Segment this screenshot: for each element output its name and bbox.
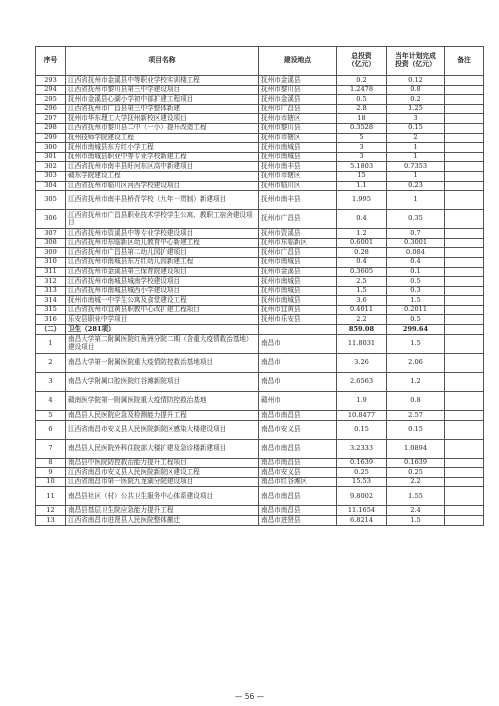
header-name: 项目名称 bbox=[66, 47, 259, 76]
cell-planned: 3 bbox=[387, 114, 445, 124]
cell-total: 2.5 bbox=[337, 277, 387, 287]
cell-planned: 0.12 bbox=[387, 76, 445, 86]
project-table-sheet bbox=[35, 46, 483, 526]
cell-total: 3 bbox=[337, 143, 387, 153]
cell-planned: 0.23 bbox=[387, 181, 445, 191]
cell-name: 赣南医学院第一附属医院重大疫情防控救治基地 bbox=[66, 392, 259, 411]
cell-note bbox=[445, 487, 484, 506]
cell-no: 310 bbox=[36, 257, 66, 267]
cell-location: 抚州市黎川县 bbox=[259, 123, 337, 133]
cell-total: 0.3605 bbox=[337, 267, 387, 277]
table-row bbox=[36, 458, 484, 468]
cell-planned: 0.7 bbox=[387, 229, 445, 239]
cell-no: 313 bbox=[36, 286, 66, 296]
cell-name: 江西省南昌市第一医院九龙湖分院建设项目 bbox=[66, 477, 259, 487]
cell-name: 南昌大学第一附属医院重大疫情防控救治基地项目 bbox=[66, 354, 259, 373]
cell-note bbox=[445, 286, 484, 296]
cell-note bbox=[445, 354, 484, 373]
cell-planned: 0.3 bbox=[387, 286, 445, 296]
table-row bbox=[36, 152, 484, 162]
cell-name: 江西省抚州市黎川县二中（一小）提升改造工程 bbox=[66, 123, 259, 133]
cell-location: 抚州市金溪县 bbox=[259, 267, 337, 277]
cell-planned: 0.084 bbox=[387, 248, 445, 258]
cell-planned: 0.4 bbox=[387, 257, 445, 267]
cell-location: 南昌市 bbox=[259, 354, 337, 373]
table-row bbox=[36, 411, 484, 421]
cell-location: 南昌市 bbox=[259, 335, 337, 354]
cell-note bbox=[445, 296, 484, 306]
cell-total: 0.4 bbox=[337, 210, 387, 229]
cell-name: 南昌县基层卫生院应急能力提升工程 bbox=[66, 506, 259, 516]
cell-total: 15.53 bbox=[337, 477, 387, 487]
cell-no: 308 bbox=[36, 238, 66, 248]
cell-location: 抚州市南丰县 bbox=[259, 162, 337, 172]
section-no: （二） bbox=[36, 325, 66, 335]
cell-note bbox=[445, 411, 484, 421]
cell-note bbox=[445, 238, 484, 248]
cell-name: 江西省南昌市安义县人民医院新院区感染大楼建设项目 bbox=[66, 420, 259, 439]
cell-location: 抚州市资溪县 bbox=[259, 229, 337, 239]
cell-total: 3 bbox=[337, 152, 387, 162]
cell-total: 2.8 bbox=[337, 104, 387, 114]
cell-name: 江西省南昌市进贤县人民医院整体搬迁 bbox=[66, 516, 259, 526]
cell-location: 抚州市乐安县 bbox=[259, 315, 337, 325]
cell-name: 南昌大学附属口腔医院红谷滩新院项目 bbox=[66, 373, 259, 392]
cell-name: 抚州市华东理工大学抚州新校区建设项目 bbox=[66, 114, 259, 124]
header-total: 总投资 （亿元） bbox=[337, 47, 387, 76]
cell-location: 抚州市市辖区 bbox=[259, 171, 337, 181]
cell-note bbox=[445, 152, 484, 162]
table-row bbox=[36, 392, 484, 411]
cell-no: 305 bbox=[36, 191, 66, 210]
cell-location: 抚州市市辖区 bbox=[259, 133, 337, 143]
cell-name: 江西省抚州市广昌县第三中学整体新建 bbox=[66, 104, 259, 114]
header-location: 建设地点 bbox=[259, 47, 337, 76]
cell-no: 9 bbox=[36, 468, 66, 478]
cell-location: 抚州市金溪县 bbox=[259, 95, 337, 105]
cell-name: 江西省抚州市金溪县中等职业学校实训楼工程 bbox=[66, 76, 259, 86]
cell-location: 抚州市南丰县 bbox=[259, 191, 337, 210]
section-planned: 299.64 bbox=[387, 325, 445, 335]
cell-name: 江西省抚州市金溪县第三保育院建设项目 bbox=[66, 267, 259, 277]
cell-total: 1.2478 bbox=[337, 85, 387, 95]
cell-total: 1.2 bbox=[337, 229, 387, 239]
table-body bbox=[36, 76, 484, 526]
cell-planned: 1.5 bbox=[387, 335, 445, 354]
cell-note bbox=[445, 468, 484, 478]
cell-no: 312 bbox=[36, 277, 66, 287]
cell-total: 15 bbox=[337, 171, 387, 181]
cell-no: 1 bbox=[36, 335, 66, 354]
cell-location: 抚州市宜黄县 bbox=[259, 305, 337, 315]
cell-name: 江西省抚州市南城县城南学校建设项目 bbox=[66, 277, 259, 287]
cell-name: 抚州市南城县职业中等专业学校新建工程 bbox=[66, 152, 259, 162]
table-row bbox=[36, 104, 484, 114]
header-note: 备注 bbox=[445, 47, 484, 76]
cell-location: 南昌市安义县 bbox=[259, 468, 337, 478]
cell-total: 2.2 bbox=[337, 315, 387, 325]
cell-location bbox=[259, 325, 337, 335]
cell-location: 抚州市南城县 bbox=[259, 277, 337, 287]
cell-location: 抚州市东临新区 bbox=[259, 238, 337, 248]
cell-note bbox=[445, 229, 484, 239]
cell-no: 7 bbox=[36, 439, 66, 458]
cell-note bbox=[445, 267, 484, 277]
cell-total: 0.28 bbox=[337, 248, 387, 258]
cell-note bbox=[445, 171, 484, 181]
cell-name: 江西省抚州市南城县东方红幼儿园新建工程 bbox=[66, 257, 259, 267]
cell-name: 抚州市金溪县心湖小学初中部扩建工程项目 bbox=[66, 95, 259, 105]
table-row bbox=[36, 277, 484, 287]
cell-planned: 1 bbox=[387, 171, 445, 181]
cell-location: 南昌市 bbox=[259, 373, 337, 392]
cell-name: 江西省抚州市广昌县职业技术学校学生公寓、教职工宿舍建设项目 bbox=[66, 210, 259, 229]
cell-planned: 0.5 bbox=[387, 277, 445, 287]
cell-location: 抚州市市辖区 bbox=[259, 114, 337, 124]
cell-name: 江西省南昌市安义县人民医院新院区建设工程 bbox=[66, 468, 259, 478]
cell-total: 1.9 bbox=[337, 392, 387, 411]
table-row bbox=[36, 257, 484, 267]
table-row bbox=[36, 114, 484, 124]
cell-no: 299 bbox=[36, 133, 66, 143]
header-no: 序号 bbox=[36, 47, 66, 76]
cell-planned: 1.55 bbox=[387, 487, 445, 506]
cell-note bbox=[445, 210, 484, 229]
cell-planned: 0.8 bbox=[387, 392, 445, 411]
cell-location: 抚州市广昌县 bbox=[259, 104, 337, 114]
cell-name: 抚州技师学院建设工程 bbox=[66, 133, 259, 143]
page-number: — 56 — bbox=[234, 692, 265, 701]
cell-name: 江西省抚州市广昌县第二幼儿园扩建项目 bbox=[66, 248, 259, 258]
cell-location: 抚州市南城县 bbox=[259, 143, 337, 153]
cell-name: 抚州市南城一中学生公寓及食堂建设工程 bbox=[66, 296, 259, 306]
table-row bbox=[36, 506, 484, 516]
cell-planned: 1.0894 bbox=[387, 439, 445, 458]
cell-planned: 0.35 bbox=[387, 210, 445, 229]
table-row bbox=[36, 162, 484, 172]
cell-planned: 1.2 bbox=[387, 373, 445, 392]
cell-note bbox=[445, 277, 484, 287]
cell-no: 297 bbox=[36, 114, 66, 124]
cell-planned: 1.5 bbox=[387, 296, 445, 306]
table-row bbox=[36, 191, 484, 210]
cell-total: 5.1803 bbox=[337, 162, 387, 172]
table-row bbox=[36, 76, 484, 86]
cell-no: 13 bbox=[36, 516, 66, 526]
cell-note bbox=[445, 506, 484, 516]
table-row bbox=[36, 487, 484, 506]
cell-no: 296 bbox=[36, 104, 66, 114]
cell-location: 南昌市南昌县 bbox=[259, 458, 337, 468]
cell-no: 11 bbox=[36, 487, 66, 506]
cell-no: 314 bbox=[36, 296, 66, 306]
table-row bbox=[36, 315, 484, 325]
cell-location: 赣州市 bbox=[259, 392, 337, 411]
cell-total: 0.2 bbox=[337, 76, 387, 86]
cell-no: 10 bbox=[36, 477, 66, 487]
cell-location: 南昌市安义县 bbox=[259, 420, 337, 439]
cell-no: 8 bbox=[36, 458, 66, 468]
cell-location: 南昌市南昌县 bbox=[259, 506, 337, 516]
cell-planned: 0.1639 bbox=[387, 458, 445, 468]
header-planned: 当年计划完成 投资（亿元） bbox=[387, 47, 445, 76]
cell-note bbox=[445, 373, 484, 392]
table-row bbox=[36, 248, 484, 258]
table-row bbox=[36, 123, 484, 133]
cell-total: 1.5 bbox=[337, 286, 387, 296]
cell-name: 抚州市南城县东方红小学工程 bbox=[66, 143, 259, 153]
cell-no: 294 bbox=[36, 85, 66, 95]
cell-name: 江西省抚州市南丰县桥背学校（九年一贯制）新建项目 bbox=[66, 191, 259, 210]
cell-location: 抚州市南城县 bbox=[259, 152, 337, 162]
cell-total: 9.8002 bbox=[337, 487, 387, 506]
cell-no: 315 bbox=[36, 305, 66, 315]
cell-location: 抚州市临川区 bbox=[259, 181, 337, 191]
cell-total: 18 bbox=[337, 114, 387, 124]
cell-total: 0.3528 bbox=[337, 123, 387, 133]
cell-location: 抚州市广昌县 bbox=[259, 210, 337, 229]
table-row bbox=[36, 238, 484, 248]
cell-planned: 0.2 bbox=[387, 95, 445, 105]
cell-note bbox=[445, 392, 484, 411]
cell-planned: 1 bbox=[387, 143, 445, 153]
cell-note bbox=[445, 458, 484, 468]
cell-note bbox=[445, 76, 484, 86]
project-table bbox=[35, 46, 484, 526]
cell-note bbox=[445, 95, 484, 105]
cell-note bbox=[445, 123, 484, 133]
table-row bbox=[36, 210, 484, 229]
cell-planned: 0.8 bbox=[387, 85, 445, 95]
cell-total: 0.5 bbox=[337, 95, 387, 105]
table-row bbox=[36, 143, 484, 153]
cell-no: 12 bbox=[36, 506, 66, 516]
cell-name: 赣东学院建设工程 bbox=[66, 171, 259, 181]
cell-note bbox=[445, 162, 484, 172]
cell-planned: 0.15 bbox=[387, 420, 445, 439]
section-title: 卫生（281项） bbox=[66, 325, 259, 335]
table-row bbox=[36, 95, 484, 105]
cell-name: 江西省抚州市东临新区幼儿教育中心新建工程 bbox=[66, 238, 259, 248]
cell-total: 11.1654 bbox=[337, 506, 387, 516]
cell-name: 江西省抚州市宜黄县职教中心改扩建工程项目 bbox=[66, 305, 259, 315]
table-row bbox=[36, 468, 484, 478]
table-header-row bbox=[36, 47, 484, 76]
cell-planned: 0.2011 bbox=[387, 305, 445, 315]
cell-no: 309 bbox=[36, 248, 66, 258]
cell-location: 南昌市进贤县 bbox=[259, 516, 337, 526]
cell-no: 4 bbox=[36, 392, 66, 411]
cell-planned: 2 bbox=[387, 133, 445, 143]
cell-total: 0.1639 bbox=[337, 458, 387, 468]
cell-total: 5 bbox=[337, 133, 387, 143]
cell-total: 3.6 bbox=[337, 296, 387, 306]
cell-note bbox=[445, 257, 484, 267]
cell-total: 1.1 bbox=[337, 181, 387, 191]
cell-planned: 2.2 bbox=[387, 477, 445, 487]
cell-note bbox=[445, 420, 484, 439]
cell-total: 6.8214 bbox=[337, 516, 387, 526]
cell-no: 2 bbox=[36, 354, 66, 373]
cell-location: 抚州市金溪县 bbox=[259, 76, 337, 86]
cell-total: 0.6001 bbox=[337, 238, 387, 248]
cell-note bbox=[445, 114, 484, 124]
cell-no: 304 bbox=[36, 181, 66, 191]
cell-planned: 1 bbox=[387, 191, 445, 210]
cell-planned: 2.57 bbox=[387, 411, 445, 421]
cell-planned: 1.25 bbox=[387, 104, 445, 114]
table-row bbox=[36, 296, 484, 306]
cell-total: 0.4011 bbox=[337, 305, 387, 315]
cell-total: 0.25 bbox=[337, 468, 387, 478]
cell-no: 3 bbox=[36, 373, 66, 392]
cell-planned: 1 bbox=[387, 152, 445, 162]
cell-no: 306 bbox=[36, 210, 66, 229]
cell-note bbox=[445, 315, 484, 325]
cell-no: 302 bbox=[36, 162, 66, 172]
cell-note bbox=[445, 133, 484, 143]
cell-note bbox=[445, 181, 484, 191]
table-row bbox=[36, 516, 484, 526]
cell-note bbox=[445, 143, 484, 153]
cell-no: 307 bbox=[36, 229, 66, 239]
cell-location: 南昌市南昌县 bbox=[259, 487, 337, 506]
cell-location: 抚州市南城县 bbox=[259, 257, 337, 267]
cell-name: 江西省抚州市黎川县第三中学建设项目 bbox=[66, 85, 259, 95]
cell-total: 11.8031 bbox=[337, 335, 387, 354]
cell-no: 6 bbox=[36, 420, 66, 439]
cell-name: 江西省抚州市南丰县盱河东区高中新建项目 bbox=[66, 162, 259, 172]
table-row bbox=[36, 305, 484, 315]
cell-note bbox=[445, 335, 484, 354]
cell-name: 南昌县社区（村）公共卫生服务中心体系建设项目 bbox=[66, 487, 259, 506]
cell-planned: 0.25 bbox=[387, 468, 445, 478]
cell-planned: 2.06 bbox=[387, 354, 445, 373]
cell-planned: 0.1 bbox=[387, 267, 445, 277]
table-row bbox=[36, 477, 484, 487]
cell-note bbox=[445, 477, 484, 487]
cell-no: 293 bbox=[36, 76, 66, 86]
table-row bbox=[36, 420, 484, 439]
cell-no: 301 bbox=[36, 152, 66, 162]
table-row bbox=[36, 133, 484, 143]
cell-name: 江西省抚州市资溪县中等专业学校建设项目 bbox=[66, 229, 259, 239]
cell-planned: 0.5 bbox=[387, 315, 445, 325]
cell-note bbox=[445, 439, 484, 458]
cell-note bbox=[445, 191, 484, 210]
cell-total: 1.995 bbox=[337, 191, 387, 210]
section-row-health bbox=[36, 325, 484, 335]
cell-total: 0.15 bbox=[337, 420, 387, 439]
cell-no: 316 bbox=[36, 315, 66, 325]
cell-planned: 0.3001 bbox=[387, 238, 445, 248]
cell-name: 南昌县人民医院外科住院部大楼扩建及急诊楼新建项目 bbox=[66, 439, 259, 458]
cell-no: 300 bbox=[36, 143, 66, 153]
cell-name: 南昌县人民医院应急及检测能力提升工程 bbox=[66, 411, 259, 421]
cell-note bbox=[445, 516, 484, 526]
cell-total: 10.8477 bbox=[337, 411, 387, 421]
cell-no: 311 bbox=[36, 267, 66, 277]
cell-location: 抚州市南城县 bbox=[259, 296, 337, 306]
cell-name: 南昌大学第二附属医院红角洲分院二期（含重大疫情救治基地）建设项目 bbox=[66, 335, 259, 354]
cell-name: 江西省抚州市南城县城西小学建设项目 bbox=[66, 286, 259, 296]
cell-note bbox=[445, 248, 484, 258]
table-row bbox=[36, 85, 484, 95]
cell-note bbox=[445, 104, 484, 114]
cell-planned: 1.5 bbox=[387, 516, 445, 526]
cell-note bbox=[445, 85, 484, 95]
table-row bbox=[36, 439, 484, 458]
table-row bbox=[36, 181, 484, 191]
cell-name: 江西省抚州市临川区河西学校建设项目 bbox=[66, 181, 259, 191]
table-row bbox=[36, 335, 484, 354]
cell-name: 南昌县中医院防控救治能力提升工程项目 bbox=[66, 458, 259, 468]
cell-location: 抚州市南城县 bbox=[259, 286, 337, 296]
table-row bbox=[36, 171, 484, 181]
cell-location: 南昌市红谷滩区 bbox=[259, 477, 337, 487]
cell-total: 0.4 bbox=[337, 257, 387, 267]
cell-planned: 0.15 bbox=[387, 123, 445, 133]
table-row bbox=[36, 373, 484, 392]
cell-planned: 2.4 bbox=[387, 506, 445, 516]
table-row bbox=[36, 267, 484, 277]
cell-location: 南昌市南昌县 bbox=[259, 439, 337, 458]
table-row bbox=[36, 286, 484, 296]
cell-no: 295 bbox=[36, 95, 66, 105]
cell-no: 5 bbox=[36, 411, 66, 421]
cell-note bbox=[445, 305, 484, 315]
cell-total: 3.26 bbox=[337, 354, 387, 373]
cell-location: 抚州市广昌县 bbox=[259, 248, 337, 258]
cell-no: 298 bbox=[36, 123, 66, 133]
cell-total: 3.2333 bbox=[337, 439, 387, 458]
table-row bbox=[36, 354, 484, 373]
table-row bbox=[36, 229, 484, 239]
section-total: 859.08 bbox=[337, 325, 387, 335]
cell-note bbox=[445, 325, 484, 335]
cell-total: 2.6563 bbox=[337, 373, 387, 392]
cell-planned: 0.7353 bbox=[387, 162, 445, 172]
cell-location: 抚州市黎川县 bbox=[259, 85, 337, 95]
cell-location: 南昌市南昌县 bbox=[259, 411, 337, 421]
cell-no: 303 bbox=[36, 171, 66, 181]
cell-name: 乐安县职业中学项目 bbox=[66, 315, 259, 325]
